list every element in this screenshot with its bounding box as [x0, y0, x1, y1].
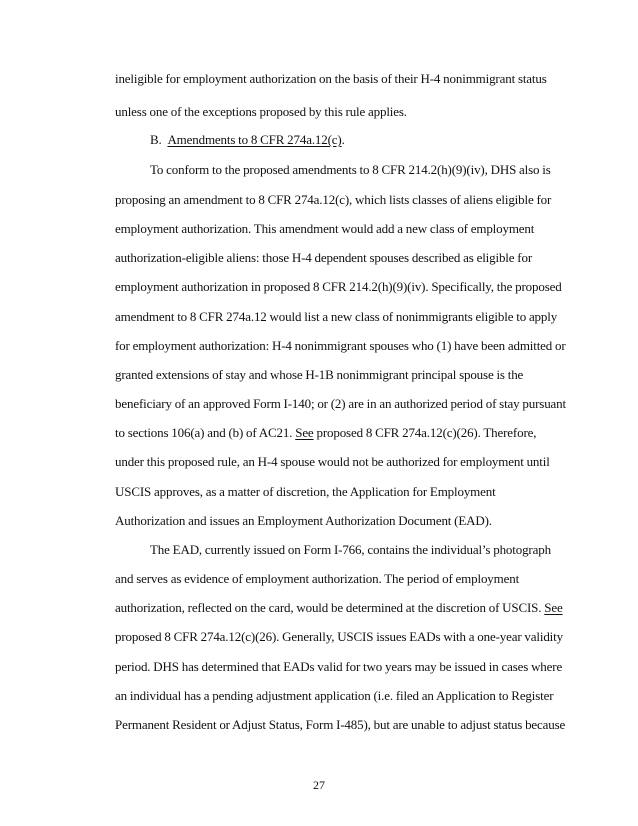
body-text-line: unless one of the exceptions proposed by this rule applies. — [115, 104, 407, 119]
body-text-line: proposing an amendment to 8 CFR 274a.12(c), which lists classes of aliens eligible for — [115, 192, 552, 207]
paragraph-first-line: The EAD, currently issued on Form I-766, contains the individual’s photograph — [150, 542, 551, 557]
body-text-line: period. DHS has determined that EADs valid for two years may be issued in cases where — [115, 659, 563, 674]
body-text-line: granted extensions of stay and whose H-1B nonimmigrant principal spouse is the — [115, 367, 524, 382]
text-span: authorization, reflected on the card, would be determined at the discretion of USCIS. — [115, 600, 545, 615]
body-text-line — [115, 426, 536, 439]
body-text-line: amendment to 8 CFR 274a.12 would list a new class of nonimmigrants eligible to apply — [115, 309, 558, 324]
section-heading — [150, 133, 345, 146]
see-citation: See — [544, 600, 563, 615]
page-number: 27 — [313, 778, 325, 792]
body-text-line: employment authorization in proposed 8 CFR 214.2(h)(9)(iv). Specifically, the proposed — [115, 279, 562, 294]
body-text-line: USCIS approves, as a matter of discretion, the Application for Employment — [115, 484, 496, 499]
section-heading-title: Amendments to 8 CFR 274a.12(c) — [167, 132, 342, 147]
body-text-line: and serves as evidence of employment authorization. The period of employment — [115, 571, 520, 586]
body-text-line — [115, 601, 563, 614]
body-text-line: Permanent Resident or Adjust Status, Form I-485), but are unable to adjust status because — [115, 717, 566, 732]
body-text-line: employment authorization. This amendment would add a new class of employment — [115, 221, 535, 236]
body-text-line: authorization-eligible aliens: those H-4 dependent spouses described as eligible for — [115, 250, 532, 265]
body-text-line: proposed 8 CFR 274a.12(c)(26). Generally, USCIS issues EADs with a one-year validity — [115, 629, 563, 644]
body-text-line: beneficiary of an approved Form I-140; or (2) are in an authorized period of stay pursuant — [115, 396, 566, 411]
text-span: proposed 8 CFR 274a.12(c)(26). Therefore, — [313, 425, 537, 440]
body-text-line: for employment authorization: H-4 nonimmigrant spouses who (1) have been admitted or — [115, 338, 566, 353]
text-span: to sections 106(a) and (b) of AC21. — [115, 425, 296, 440]
section-heading-period: . — [341, 132, 345, 147]
body-text-line: an individual has a pending adjustment application (i.e. filed an Application to Register — [115, 688, 554, 703]
body-text-line: Authorization and issues an Employment Authorization Document (EAD). — [115, 513, 492, 528]
body-text-line: ineligible for employment authorization on the basis of their H-4 nonimmigrant status — [115, 71, 547, 86]
see-citation: See — [295, 425, 314, 440]
section-heading-number: B. — [150, 132, 162, 147]
paragraph-first-line: To conform to the proposed amendments to 8 CFR 214.2(h)(9)(iv), DHS also is — [150, 162, 551, 177]
body-text-line: under this proposed rule, an H-4 spouse would not be authorized for employment until — [115, 454, 550, 469]
